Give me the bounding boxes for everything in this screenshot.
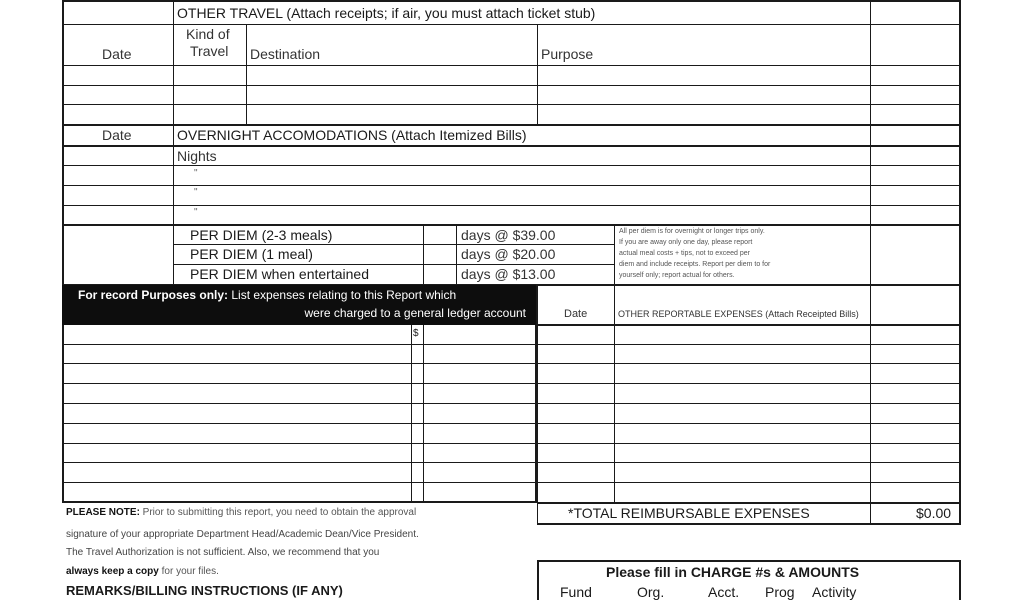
other-reportable-row[interactable] — [539, 345, 959, 363]
purpose-header: Purpose — [541, 46, 594, 62]
charge-title: Please fill in CHARGE #s & AMOUNTS — [606, 564, 860, 580]
destination-header: Destination — [250, 46, 321, 62]
total-label: *TOTAL REIMBURSABLE EXPENSES — [568, 505, 810, 521]
charge-col-activity: Activity — [812, 584, 857, 600]
per-diem-note-line: diem and include receipts. Report per diem to for — [619, 261, 771, 268]
per-diem-days-input[interactable] — [424, 226, 455, 244]
please-note-line-1 — [66, 508, 416, 518]
ledger-row[interactable] — [64, 326, 534, 344]
remarks-input[interactable] — [64, 584, 530, 600]
overnight-date-header: Date — [102, 127, 132, 143]
per-diem-rate-1: days @ $39.00 — [461, 227, 556, 243]
please-note-line-4 — [66, 567, 219, 577]
charge-col-org: Org. — [637, 584, 665, 600]
keep-copy-text: for your files. — [158, 566, 219, 577]
record-purposes-text: List expenses relating to this Report which — [228, 288, 457, 302]
record-purposes-banner — [62, 285, 536, 325]
charge-col-fund: Fund — [560, 584, 592, 600]
other-travel-row[interactable] — [64, 66, 870, 85]
charge-col-prog: Prog — [765, 584, 795, 600]
please-note-line-3: The Travel Authorization is not sufficient. Also, we recommend that you — [66, 547, 380, 558]
per-diem-days-input[interactable] — [424, 245, 455, 263]
other-travel-title: OTHER TRAVEL (Attach receipts; if air, you must attach ticket stub) — [177, 5, 596, 21]
other-travel-row[interactable] — [64, 105, 870, 124]
ledger-row[interactable] — [64, 345, 534, 363]
per-diem-label-1: PER DIEM (2-3 meals) — [190, 227, 333, 243]
please-note-label: PLEASE NOTE: — [66, 507, 140, 518]
total-value: $0.00 — [916, 505, 952, 521]
charge-col-acct: Acct. — [708, 584, 740, 600]
keep-copy-bold: always keep a copy — [66, 566, 159, 577]
ditto-mark: " — [194, 168, 198, 179]
per-diem-note-line: All per diem is for overnight or longer trips only. — [619, 228, 765, 235]
per-diem-label-3: PER DIEM when entertained — [190, 266, 369, 282]
per-diem-note-line: yourself only; report actual for others. — [619, 272, 735, 279]
per-diem-note-line: actual meal costs + tips, not to exceed per — [619, 250, 750, 257]
per-diem-days-input[interactable] — [424, 265, 455, 283]
dollar-sign: $ — [413, 328, 419, 339]
remarks-label: REMARKS/BILLING INSTRUCTIONS (IF ANY) — [66, 583, 343, 598]
record-purposes-bold: For record Purposes only: — [78, 288, 229, 302]
other-reportable-row[interactable] — [539, 326, 959, 344]
ditto-mark: " — [194, 187, 198, 198]
per-diem-rate-2: days @ $20.00 — [461, 246, 556, 262]
overnight-title: OVERNIGHT ACCOMODATIONS (Attach Itemized Bills) — [177, 127, 527, 143]
nights-label: Nights — [177, 148, 217, 164]
per-diem-note-line: If you are away only one day, please report — [619, 239, 753, 246]
other-travel-date-header: Date — [102, 46, 132, 62]
per-diem-rate-3: days @ $13.00 — [461, 266, 556, 282]
other-travel-row[interactable] — [64, 86, 870, 104]
please-note-line-2: signature of your appropriate Department Head/Academic Dean/Vice President. — [66, 529, 419, 540]
other-reportable-date-header: Date — [564, 308, 588, 320]
ditto-mark: " — [194, 207, 198, 218]
ledger-row[interactable] — [64, 364, 534, 383]
per-diem-label-2: PER DIEM (1 meal) — [190, 246, 313, 262]
please-note-text: Prior to submitting this report, you need to obtain the approval — [139, 507, 417, 518]
record-purposes-line2: were charged to a general ledger account — [304, 306, 526, 320]
kind-of-travel-header-1: Kind of — [186, 26, 230, 42]
kind-of-travel-header-2: Travel — [190, 43, 229, 59]
other-reportable-title: OTHER REPORTABLE EXPENSES (Attach Receipted Bills) — [618, 309, 859, 319]
